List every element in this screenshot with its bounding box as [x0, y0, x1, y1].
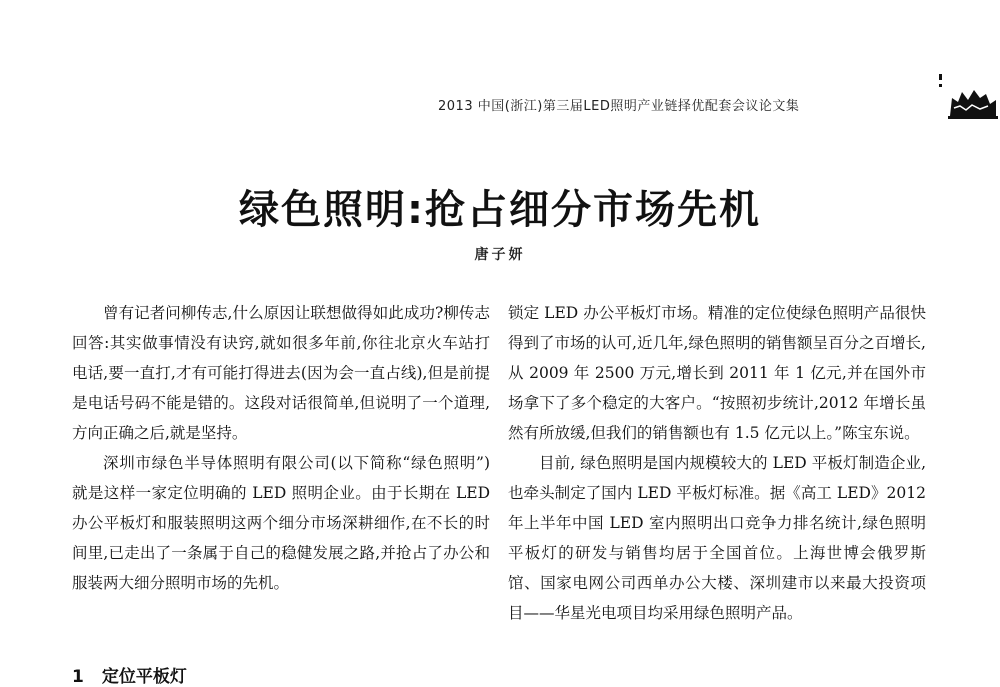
right-paragraph-1: 锁定 LED 办公平板灯市场。精准的定位使绿色照明产品很快得到了市场的认可,近几年,绿色照明的销售额呈百分之百增长,从 2009 年 2500 万元,增长到 2011 年 1 亿元,并在国外市场拿下了多个稳定的大客户。“按照初步统计,2012 年增长虽然有所放缓,但我们的销售额也有 1.5 亿元以上。”陈宝东说。: [508, 304, 926, 442]
article-title: 绿色照明:抢占细分市场先机: [239, 187, 761, 233]
left-paragraph-2: 深圳市绿色半导体照明有限公司(以下简称“绿色照明”) 就是这样一家定位明确的 LED 照明企业。由于长期在 LED 办公平板灯和服装照明这两个细分市场深耕细作,在不长的时间里,已走出了一条属于自己的稳健发展之路,并抢占了办公和服装两大细分照明市场的先机。: [72, 454, 490, 592]
right-column: [508, 298, 926, 628]
left-column: [72, 298, 490, 598]
left-paragraph-1: 曾有记者问柳传志,什么原因让联想做得如此成功?柳传志回答:其实做事情没有诀窍,就如很多年前,你往北京火车站打电话,要一直打,才有可能打得进去(因为会一直占线),但是前提是电话号码不能是错的。这段对话很简单,但说明了一个道理,方向正确之后,就是坚持。: [72, 304, 490, 442]
decorative-corner-icon: [936, 72, 998, 120]
running-header: 2013 中国(浙江)第三届LED照明产业链择优配套会议论文集: [438, 99, 800, 114]
section-title: 定位平板灯: [101, 667, 187, 687]
right-paragraph-2: 目前, 绿色照明是国内规模较大的 LED 平板灯制造企业, 也牵头制定了国内 LED 平板灯标准。据《高工 LED》2012 年上半年中国 LED 室内照明出口竞争力排名统计,绿色照明平板灯的研发与销售均居于全国首位。上海世博会俄罗斯馆、国家电网公司西单办公大楼、深圳建市以来最大投资项目——华星光电项目均采用绿色照明产品。: [508, 454, 926, 622]
section-number: 1: [72, 667, 84, 687]
section-heading: [72, 662, 187, 687]
article-author: 唐子妍: [474, 247, 526, 263]
